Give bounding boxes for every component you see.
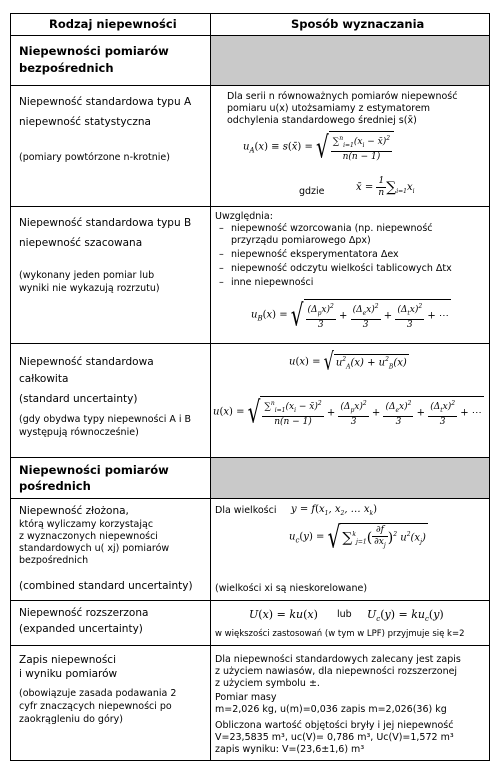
expanded-formula2: $U_c(y) = ku_c(y)$ xyxy=(367,608,444,624)
expanded-title1: Niepewność rozszerzona xyxy=(19,607,149,619)
header-col2: Sposób wyznaczania xyxy=(291,17,425,31)
section-direct-line1: Niepewności pomiarów xyxy=(19,44,169,58)
expanded-note: w większości zastosowań (w tym w LPF) przyjmuje się k=2 xyxy=(215,629,465,639)
type-b-title1: Niepewność standardowa typu B xyxy=(19,217,192,229)
complex-row xyxy=(11,499,489,601)
combined-note2: występują równocześnie) xyxy=(19,427,139,438)
uncertainty-table xyxy=(10,13,490,761)
complex-intro: Dla wielkości xyxy=(215,505,277,516)
section-indirect-shade xyxy=(211,458,489,498)
type-a-title2: niepewność statystyczna xyxy=(19,116,151,128)
type-b-formula: $u_B(x)$ = √ $\frac{(\Delta_px)^2}{3}$ + $\frac{(\Delta_ex)^2}{3}$ + $\frac{(\Delta_tx)^2}{3}$ + ⋯ xyxy=(251,296,449,333)
complex-note: (wielkości xi są nieskorelowane) xyxy=(215,583,368,594)
type-b-dash3: – xyxy=(219,263,224,274)
complex-title2: (combined standard uncertainty) xyxy=(19,580,193,592)
type-b-row xyxy=(11,207,489,344)
header-col1: Rodzaj niepewności xyxy=(49,17,177,31)
section-indirect-line2: pośrednich xyxy=(19,479,91,493)
type-a-mean-formula: x̄ = $\frac{1}{n}$ $\sum_{i=1}x_i$ xyxy=(356,176,415,198)
section-indirect-row xyxy=(11,458,489,499)
record-p3-line1: Obliczona wartość objętości bryły i jej niepewność xyxy=(215,720,454,731)
type-b-dash2: – xyxy=(219,249,224,260)
type-b-title2: niepewność szacowana xyxy=(19,237,143,249)
record-p3-line2: V=23,5835 m³, uc(V)= 0,786 m³, Uc(V)=1,572 m³ xyxy=(215,732,454,743)
type-b-dash4: – xyxy=(219,277,224,288)
record-p2-line2: m=2,026 kg, u(m)=0,036 zapis m=2,026(36) kg xyxy=(215,704,447,715)
combined-formula1: u(x) = √ $u^2_A(x) + u^2_B(x)$ xyxy=(289,347,407,376)
complex-sub2: z wyznaczonych niepewności xyxy=(19,531,158,542)
record-title1: Zapis niepewności xyxy=(19,654,117,666)
record-p1-line3: z użyciem symbolu ±. xyxy=(215,678,320,689)
type-b-dash1: – xyxy=(219,223,224,234)
section-direct-shade xyxy=(211,36,489,85)
type-a-gdzie: gdzie xyxy=(299,186,325,197)
header-row xyxy=(11,14,489,36)
complex-formula: $u_c(y)$ = √ ∑$^k_{j=1}$( $\frac{\partial f}{\partial x_j}$ )$^2$ $u^2(x_j)$ xyxy=(289,518,426,555)
record-p1-line1: Dla niepewności standardowych zalecany jest zapis xyxy=(215,654,461,665)
record-p2-line1: Pomiar masy xyxy=(215,692,277,703)
section-direct-line2: bezpośrednich xyxy=(19,61,114,75)
complex-sub4: bezpośrednich xyxy=(19,555,89,566)
record-note2: cyfr znaczących niepewności po xyxy=(19,701,172,712)
expanded-title2: (expanded uncertainty) xyxy=(19,623,143,635)
record-title2: i wyniku pomiarów xyxy=(19,668,118,680)
type-a-row xyxy=(11,86,489,207)
combined-formula2: u(x) = √ $\frac{\sum^n_{i=1}(x_i - x̄)^2}{n(n - 1)}$ + $\frac{(\Delta_px)^2}{3}$ + $\frac{(\Delta_ex)^2}{3}$ + $\frac{(\Delta_tx)^2}{3}$ + ⋯ xyxy=(213,393,482,430)
type-b-note1: (wykonany jeden pomiar lub xyxy=(19,270,155,281)
combined-row xyxy=(11,344,489,458)
type-a-note: (pomiary powtórzone n-krotnie) xyxy=(19,152,170,163)
record-row xyxy=(11,646,489,760)
complex-sub1: którą wyliczamy korzystając xyxy=(19,519,154,530)
record-p1-line2: z użyciem nawiasów, dla niepewności rozszerzonej xyxy=(215,666,458,677)
section-direct-row xyxy=(11,36,489,86)
type-a-title1: Niepewność standardowa typu A xyxy=(19,96,192,108)
complex-title1: Niepewność złożona, xyxy=(19,505,129,517)
type-b-intro: Uwzględnia: xyxy=(215,211,273,222)
type-a-desc1: Dla serii n równoważnych pomiarów niepewność xyxy=(227,91,458,102)
expanded-formula1: U(x) = ku(x) xyxy=(249,608,318,621)
record-p3-line3: zapis wyniku: V=(23,6±1,6) m³ xyxy=(215,744,365,755)
type-a-desc3: odchylenia standardowego średniej s(x̄) xyxy=(227,115,417,126)
combined-note1: (gdy obydwa typy niepewności A i B xyxy=(19,414,192,425)
record-note3: zaokrągleniu do góry) xyxy=(19,714,124,725)
type-b-item1: niepewność wzorcowania (np. niepewność xyxy=(231,223,433,234)
type-b-item1b: przyrządu pomiarowego Δpx) xyxy=(231,235,371,246)
type-a-formula: $u_A(x)$ ≡ s(x̄) = √ $\frac{\sum^n_{i=1}(x_i - x̄)^2}{n(n - 1)}$ xyxy=(243,131,394,163)
record-note1: (obowiązuje zasada podawania 2 xyxy=(19,688,177,699)
section-indirect-line1: Niepewności pomiarów xyxy=(19,463,169,477)
combined-title1: Niepewność standardowa xyxy=(19,356,154,368)
combined-title3: (standard uncertainty) xyxy=(19,393,138,405)
expanded-row xyxy=(11,601,489,646)
type-b-note2: wyniki nie wykazują rozrzutu) xyxy=(19,283,160,294)
complex-sub3: standardowych u( xj) pomiarów xyxy=(19,543,170,554)
combined-title2: całkowita xyxy=(19,373,69,385)
type-a-desc2: pomiaru u(x) utożsamiamy z estymatorem xyxy=(227,103,431,114)
type-b-item2: niepewność eksperymentatora Δex xyxy=(231,249,399,260)
expanded-lub: lub xyxy=(337,609,352,620)
type-b-item4: inne niepewności xyxy=(231,277,314,288)
type-b-item3: niepewność odczytu wielkości tablicowych Δtx xyxy=(231,263,452,274)
complex-function: $y = f(x_1$, $x_2$, … $x_k$) xyxy=(291,504,378,517)
